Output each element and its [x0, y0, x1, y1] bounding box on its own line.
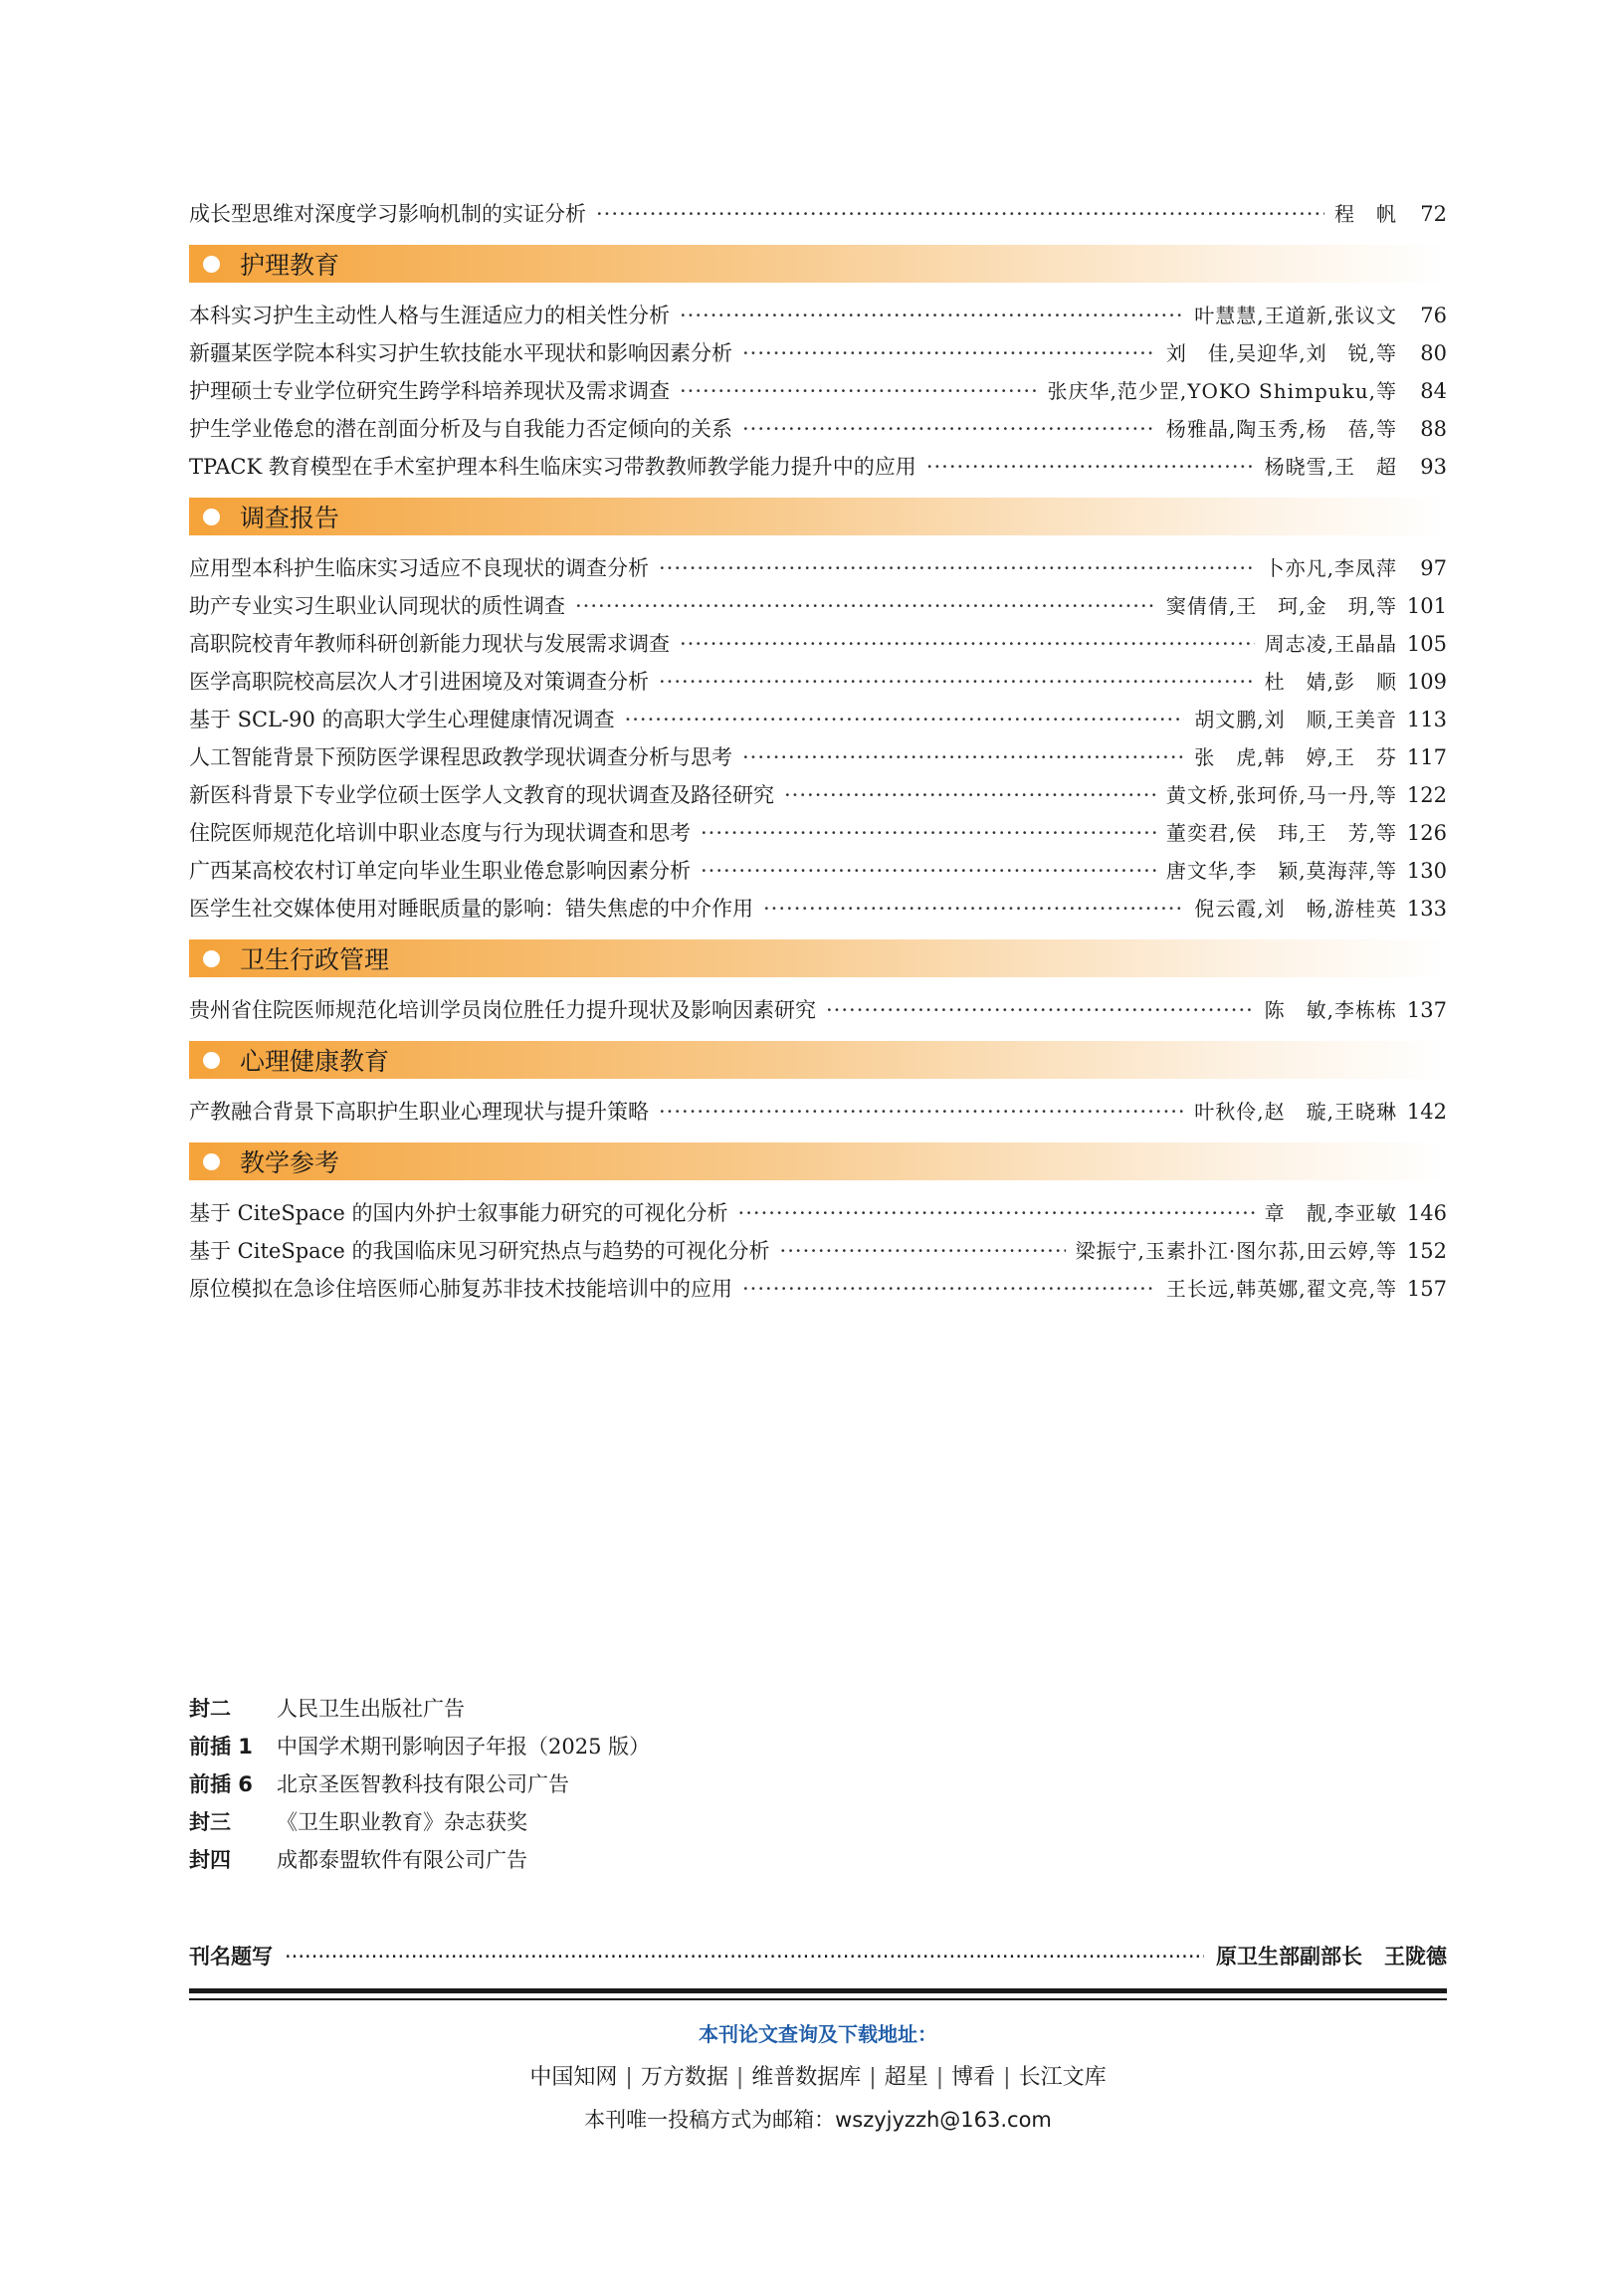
- entry-title: 护理硕士专业学位研究生跨学科培养现状及需求调查: [189, 379, 670, 403]
- section-entries: [189, 549, 1447, 928]
- ad-position: 封四: [189, 1848, 231, 1872]
- divider-thick: [189, 1988, 1447, 1993]
- entry-authors: 卜亦凡,李凤萍: [1264, 556, 1397, 580]
- toc-entry[interactable]: [189, 852, 1447, 890]
- ad-description: 北京圣医智教科技有限公司广告: [277, 1772, 569, 1796]
- entry-authors: 黄文桥,张珂侨,马一丹,等: [1165, 783, 1397, 807]
- entry-page: 80: [1420, 341, 1447, 365]
- section-header: [189, 939, 1447, 977]
- entry-page: 137: [1406, 998, 1447, 1022]
- entry-authors: 杜 婧,彭 顺: [1264, 670, 1397, 694]
- section-title: 心理健康教育: [240, 1047, 390, 1076]
- section-entries: [189, 297, 1447, 486]
- section-header: [189, 1142, 1447, 1180]
- entry-authors: 张 虎,韩 婷,王 芬: [1194, 745, 1397, 769]
- database-link[interactable]: 超星: [884, 2065, 928, 2090]
- inscription-label: 刊名题写: [189, 1945, 273, 1968]
- sections-container: [189, 245, 1447, 1308]
- toc-entry[interactable]: [189, 448, 1447, 486]
- entry-authors: 倪云霞,刘 畅,游桂英: [1194, 897, 1397, 921]
- entry-title: 新疆某医学院本科实习护生软技能水平现状和影响因素分析: [189, 341, 732, 365]
- ad-position: 前插 6: [189, 1772, 253, 1796]
- leader-dots: [742, 1270, 1156, 1308]
- entry-title: 贵州省住院医师规范化培训学员岗位胜任力提升现状及影响因素研究: [189, 998, 816, 1022]
- section-title: 卫生行政管理: [240, 945, 390, 974]
- entry-title: 基于 CiteSpace 的国内外护士叙事能力研究的可视化分析: [189, 1201, 728, 1225]
- leader-dots: [742, 410, 1156, 448]
- toc-entry[interactable]: [189, 372, 1447, 410]
- leader-dots: [659, 1093, 1184, 1131]
- section-title: 教学参考: [240, 1148, 340, 1177]
- leader-dots: [680, 372, 1038, 410]
- toc-entry[interactable]: [189, 663, 1447, 701]
- footer: [189, 2012, 1447, 2140]
- leader-dots: [784, 776, 1156, 814]
- entry-authors: 梁振宁,玉素扑江·图尔荪,田云婷,等: [1075, 1239, 1397, 1263]
- entry-title: 人工智能背景下预防医学课程思政教学现状调查分析与思考: [189, 745, 732, 769]
- entry-title: 医学高职院校高层次人才引进困境及对策调查分析: [189, 670, 649, 694]
- entry-authors: 杨晓雪,王 超: [1264, 455, 1397, 479]
- entry-authors: 唐文华,李 颖,莫海萍,等: [1165, 859, 1397, 883]
- entry-title: TPACK 教育模型在手术室护理本科生临床实习带教教师教学能力提升中的应用: [189, 455, 916, 479]
- toc-entry[interactable]: [189, 297, 1447, 334]
- ad-description: 成都泰盟软件有限公司广告: [277, 1848, 527, 1872]
- leader-dots: [742, 738, 1184, 776]
- toc-entry[interactable]: [189, 334, 1447, 372]
- database-link[interactable]: 维普数据库: [751, 2065, 862, 2090]
- separator: |: [625, 2065, 633, 2090]
- submission-info: 本刊唯一投稿方式为邮箱：wszyjyzzh@163.com: [584, 2108, 1052, 2132]
- entry-title: 本科实习护生主动性人格与生涯适应力的相关性分析: [189, 304, 670, 327]
- leader-dots: [780, 1232, 1066, 1270]
- entry-page: 97: [1420, 556, 1447, 580]
- ad-description: 人民卫生出版社广告: [277, 1697, 465, 1721]
- ad-description: 《卫生职业教育》杂志获奖: [277, 1810, 527, 1834]
- entry-page: 152: [1406, 1239, 1447, 1263]
- inscription-name: 王陇德: [1384, 1945, 1447, 1968]
- separator: |: [869, 2065, 877, 2090]
- download-heading: 本刊论文查询及下载地址：: [699, 2022, 937, 2046]
- toc-entry[interactable]: [189, 1194, 1447, 1232]
- leader-dots: [680, 297, 1184, 334]
- entry-authors: 窦倩倩,王 珂,金 玥,等: [1165, 594, 1397, 618]
- ad-item: [189, 1803, 1085, 1841]
- entry-page: 130: [1406, 859, 1447, 883]
- toc-entry[interactable]: [189, 549, 1447, 587]
- database-link[interactable]: 博看: [951, 2065, 996, 2090]
- entry-title: 应用型本科护生临床实习适应不良现状的调查分析: [189, 556, 649, 580]
- toc-entry[interactable]: [189, 701, 1447, 738]
- leader-dots: [826, 991, 1255, 1029]
- entry-title: 助产专业实习生职业认同现状的质性调查: [189, 594, 565, 618]
- ad-item: [189, 1690, 1085, 1728]
- entry-title: 成长型思维对深度学习影响机制的实证分析: [189, 202, 586, 226]
- entry-title: 基于 SCL-90 的高职大学生心理健康情况调查: [189, 708, 615, 731]
- database-link[interactable]: 中国知网: [529, 2065, 618, 2090]
- entry-title: 住院医师规范化培训中职业态度与行为现状调查和思考: [189, 821, 691, 845]
- leader-dots: [763, 890, 1184, 928]
- ad-item: [189, 1765, 1085, 1803]
- entry-page: 76: [1420, 304, 1447, 327]
- ad-item: [189, 1841, 1085, 1879]
- entry-authors: 陈 敏,李栋栋: [1264, 998, 1397, 1022]
- toc-entry[interactable]: [189, 1270, 1447, 1308]
- section-title: 调查报告: [240, 504, 340, 532]
- entry-title: 医学生社交媒体使用对睡眠质量的影响：错失焦虑的中介作用: [189, 897, 753, 921]
- entry-title: 新医科背景下专业学位硕士医学人文教育的现状调查及路径研究: [189, 783, 774, 807]
- bullet-icon: [203, 1153, 220, 1170]
- entry-page: 72: [1420, 202, 1447, 226]
- leader-dots: [575, 587, 1156, 625]
- entry-page: 105: [1406, 632, 1447, 656]
- title-inscription: [189, 1941, 1447, 1970]
- toc-entry[interactable]: [189, 625, 1447, 663]
- leader-dots: [680, 625, 1255, 663]
- toc-entry[interactable]: [189, 195, 1447, 233]
- section-header: [189, 1041, 1447, 1079]
- entry-title: 高职院校青年教师科研创新能力现状与发展需求调查: [189, 632, 670, 656]
- entry-page: 88: [1420, 417, 1447, 441]
- entry-title: 原位模拟在急诊住培医师心肺复苏非技术技能培训中的应用: [189, 1277, 732, 1301]
- section-header: [189, 498, 1447, 535]
- leader-dots: [659, 663, 1255, 701]
- entry-page: 109: [1406, 670, 1447, 694]
- ad-item: [189, 1728, 1085, 1765]
- entry-page: 146: [1406, 1201, 1447, 1225]
- inscription-role: 原卫生部副部长: [1216, 1945, 1362, 1968]
- entry-authors: 章 靓,李亚敏: [1264, 1201, 1397, 1225]
- table-of-contents: [189, 195, 1447, 1314]
- leader-dots: [659, 549, 1255, 587]
- leader-dots: [926, 448, 1255, 486]
- entry-authors: 王长远,韩英娜,翟文亮,等: [1165, 1277, 1397, 1301]
- ad-description: 中国学术期刊影响因子年报（2025 版）: [277, 1735, 651, 1759]
- toc-entry[interactable]: [189, 410, 1447, 448]
- separator: |: [935, 2065, 944, 2090]
- entry-title: 产教融合背景下高职护生职业心理现状与提升策略: [189, 1100, 649, 1124]
- entry-title: 广西某高校农村订单定向毕业生职业倦怠影响因素分析: [189, 859, 691, 883]
- leader-dots: [701, 852, 1156, 890]
- bullet-icon: [203, 950, 220, 967]
- entry-page: 117: [1406, 745, 1447, 769]
- entry-title: 护生学业倦怠的潜在剖面分析及与自我能力否定倾向的关系: [189, 417, 732, 441]
- toc-entry[interactable]: [189, 814, 1447, 852]
- entry-authors: 叶秋伶,赵 璇,王晓琳: [1194, 1100, 1397, 1124]
- entry-page: 101: [1406, 594, 1447, 618]
- entry-authors: 张庆华,范少罡,YOKO Shimpuku,等: [1047, 379, 1397, 403]
- section-title: 护理教育: [240, 251, 340, 280]
- ad-position: 前插 1: [189, 1735, 253, 1759]
- entry-page: 84: [1420, 379, 1447, 403]
- entry-page: 142: [1406, 1100, 1447, 1124]
- advertisement-index: [189, 1690, 1085, 1879]
- divider-thin: [189, 1998, 1447, 2000]
- entry-page: 122: [1406, 783, 1447, 807]
- section-header: [189, 245, 1447, 283]
- entry-page: 133: [1406, 897, 1447, 921]
- toc-entry[interactable]: [189, 776, 1447, 814]
- leader-dots: [596, 195, 1324, 233]
- toc-entry[interactable]: [189, 587, 1447, 625]
- toc-entry[interactable]: [189, 890, 1447, 928]
- entry-authors: 杨雅晶,陶玉秀,杨 蓓,等: [1165, 417, 1397, 441]
- separator: |: [1003, 2065, 1011, 2090]
- entry-page: 93: [1420, 455, 1447, 479]
- entry-page: 126: [1406, 821, 1447, 845]
- database-link[interactable]: 万方数据: [640, 2065, 728, 2090]
- entry-authors: 叶慧慧,王道新,张议文: [1194, 304, 1397, 327]
- bullet-icon: [203, 256, 220, 273]
- entry-authors: 程 帆: [1334, 202, 1397, 226]
- section-entries: [189, 991, 1447, 1029]
- leader-dots: [285, 1945, 1204, 1968]
- bullet-icon: [203, 1052, 220, 1069]
- ad-position: 封三: [189, 1810, 231, 1834]
- entry-title: 基于 CiteSpace 的我国临床见习研究热点与趋势的可视化分析: [189, 1239, 770, 1263]
- toc-entry[interactable]: [189, 738, 1447, 776]
- entry-authors: 胡文鹏,刘 顺,王美音: [1194, 708, 1397, 731]
- entry-authors: 周志凌,王晶晶: [1264, 632, 1397, 656]
- leader-dots: [742, 334, 1156, 372]
- database-list: [189, 2056, 1447, 2100]
- bullet-icon: [203, 509, 220, 525]
- section-entries: [189, 1194, 1447, 1308]
- entry-authors: 董奕君,侯 玮,王 芳,等: [1165, 821, 1397, 845]
- entry-authors: 刘 佳,吴迎华,刘 锐,等: [1165, 341, 1397, 365]
- leader-dots: [738, 1194, 1255, 1232]
- separator: |: [735, 2065, 744, 2090]
- ad-position: 封二: [189, 1697, 231, 1721]
- leader-dots: [701, 814, 1156, 852]
- entry-page: 113: [1406, 708, 1447, 731]
- toc-entry[interactable]: [189, 1232, 1447, 1270]
- toc-entry[interactable]: [189, 991, 1447, 1029]
- database-link[interactable]: 长江文库: [1018, 2065, 1107, 2090]
- entry-page: 157: [1406, 1277, 1447, 1301]
- toc-entry[interactable]: [189, 1093, 1447, 1131]
- leader-dots: [625, 701, 1185, 738]
- section-entries: [189, 1093, 1447, 1131]
